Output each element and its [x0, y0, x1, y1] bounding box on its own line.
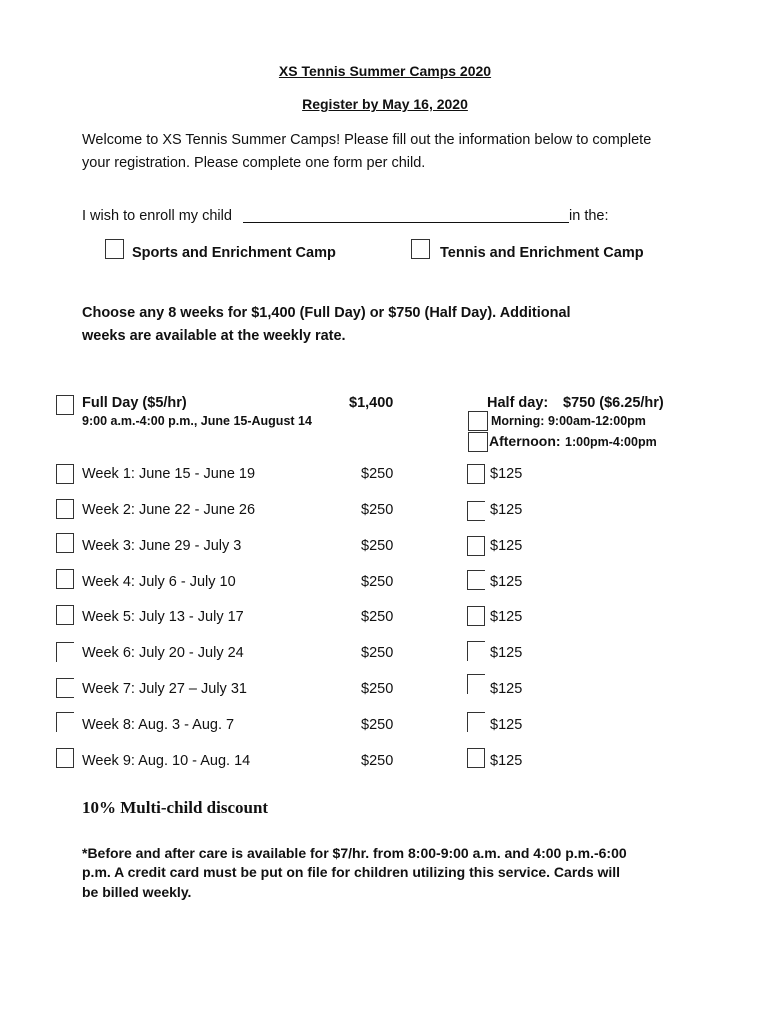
week-7-label: Week 7: July 27 – July 31	[82, 681, 247, 697]
week-7-full-price: $250	[361, 681, 394, 697]
week-9-full-price: $250	[361, 753, 394, 769]
week-8-label: Week 8: Aug. 3 - Aug. 7	[82, 717, 235, 733]
week-9-half-price: $125	[490, 753, 523, 769]
week-8-half-price: $125	[490, 717, 523, 733]
week-7-half-price: $125	[490, 681, 523, 697]
intro-line-1: Welcome to XS Tennis Summer Camps! Please fill out the information below to complete	[82, 132, 652, 148]
week-6-full-checkbox[interactable]	[56, 642, 74, 662]
form-title: XS Tennis Summer Camps 2020	[278, 63, 492, 79]
week-9-label: Week 9: Aug. 10 - Aug. 14	[82, 753, 251, 769]
care-note-line-1: *Before and after care is available for $7/hr. from 8:00-9:00 a.m. and 4:00 p.m.-6:00	[82, 845, 627, 861]
week-8-full-price: $250	[361, 717, 394, 733]
week-1-full-price: $250	[361, 466, 394, 482]
afternoon-label	[489, 433, 657, 451]
afternoon-time: 1:00pm-4:00pm	[565, 435, 657, 449]
week-2-full-price: $250	[361, 502, 394, 518]
week-2-label: Week 2: June 22 - June 26	[82, 502, 256, 518]
care-note-line-2: p.m. A credit card must be put on file for children utilizing this service. Cards will	[82, 864, 621, 880]
week-4-half-price: $125	[490, 574, 523, 590]
week-3-label: Week 3: June 29 - July 3	[82, 538, 242, 554]
sports-enrichment-label: Sports and Enrichment Camp	[132, 245, 336, 261]
week-3-half-checkbox[interactable]	[467, 536, 485, 556]
care-note-line-3: be billed weekly.	[82, 884, 192, 900]
week-2-half-price: $125	[490, 502, 523, 518]
week-5-label: Week 5: July 13 - July 17	[82, 609, 244, 625]
week-2-full-checkbox[interactable]	[56, 499, 74, 519]
full-day-hours: 9:00 a.m.-4:00 p.m., June 15-August 14	[82, 414, 312, 428]
registration-deadline: Register by May 16, 2020	[302, 96, 468, 112]
full-day-price: $1,400	[349, 395, 394, 411]
week-3-full-price: $250	[361, 538, 394, 554]
week-6-half-checkbox[interactable]	[467, 641, 485, 661]
afternoon-checkbox[interactable]	[468, 432, 488, 452]
week-4-label: Week 4: July 6 - July 10	[82, 574, 236, 590]
week-8-half-checkbox[interactable]	[467, 712, 485, 732]
week-1-half-price: $125	[490, 466, 523, 482]
week-4-full-price: $250	[361, 574, 394, 590]
week-9-full-checkbox[interactable]	[56, 748, 74, 768]
morning-label	[491, 414, 646, 428]
afternoon-label-text: Afternoon:	[489, 433, 561, 449]
week-7-half-checkbox[interactable]	[467, 674, 485, 694]
morning-checkbox[interactable]	[468, 411, 488, 431]
morning-label-text: Morning:	[491, 414, 545, 428]
tennis-enrichment-label: Tennis and Enrichment Camp	[440, 245, 644, 261]
multi-child-discount: 10% Multi-child discount	[82, 798, 269, 817]
week-5-full-checkbox[interactable]	[56, 605, 74, 625]
week-4-half-checkbox[interactable]	[467, 570, 485, 590]
pricing-line-2: weeks are available at the weekly rate.	[82, 328, 346, 344]
pricing-line-1: Choose any 8 weeks for $1,400 (Full Day) or $750 (Half Day). Additional	[82, 305, 571, 321]
tennis-enrichment-checkbox[interactable]	[411, 239, 430, 259]
morning-time: 9:00am-12:00pm	[547, 414, 646, 428]
week-1-full-checkbox[interactable]	[56, 464, 74, 484]
week-9-half-checkbox[interactable]	[467, 748, 485, 768]
week-6-label: Week 6: July 20 - July 24	[82, 645, 244, 661]
week-3-full-checkbox[interactable]	[56, 533, 74, 553]
sports-enrichment-checkbox[interactable]	[105, 239, 124, 259]
week-2-half-checkbox[interactable]	[467, 501, 485, 521]
week-7-full-checkbox[interactable]	[56, 678, 74, 698]
week-8-full-checkbox[interactable]	[56, 712, 74, 732]
week-5-full-price: $250	[361, 609, 394, 625]
intro-line-2: your registration. Please complete one form per child.	[82, 155, 426, 171]
week-5-half-checkbox[interactable]	[467, 606, 485, 626]
enroll-suffix: in the:	[569, 208, 609, 224]
week-5-half-price: $125	[490, 609, 523, 625]
week-3-half-price: $125	[490, 538, 523, 554]
week-6-full-price: $250	[361, 645, 394, 661]
full-day-checkbox[interactable]	[56, 395, 74, 415]
child-name-field[interactable]	[243, 222, 569, 223]
half-day-label: Half day:	[487, 395, 549, 411]
week-1-half-checkbox[interactable]	[467, 464, 485, 484]
week-6-half-price: $125	[490, 645, 523, 661]
half-day-price: $750 ($6.25/hr)	[563, 395, 664, 411]
full-day-label: Full Day ($5/hr)	[82, 395, 187, 411]
week-4-full-checkbox[interactable]	[56, 569, 74, 589]
enroll-prefix: I wish to enroll my child	[82, 208, 232, 224]
week-1-label: Week 1: June 15 - June 19	[82, 466, 256, 482]
